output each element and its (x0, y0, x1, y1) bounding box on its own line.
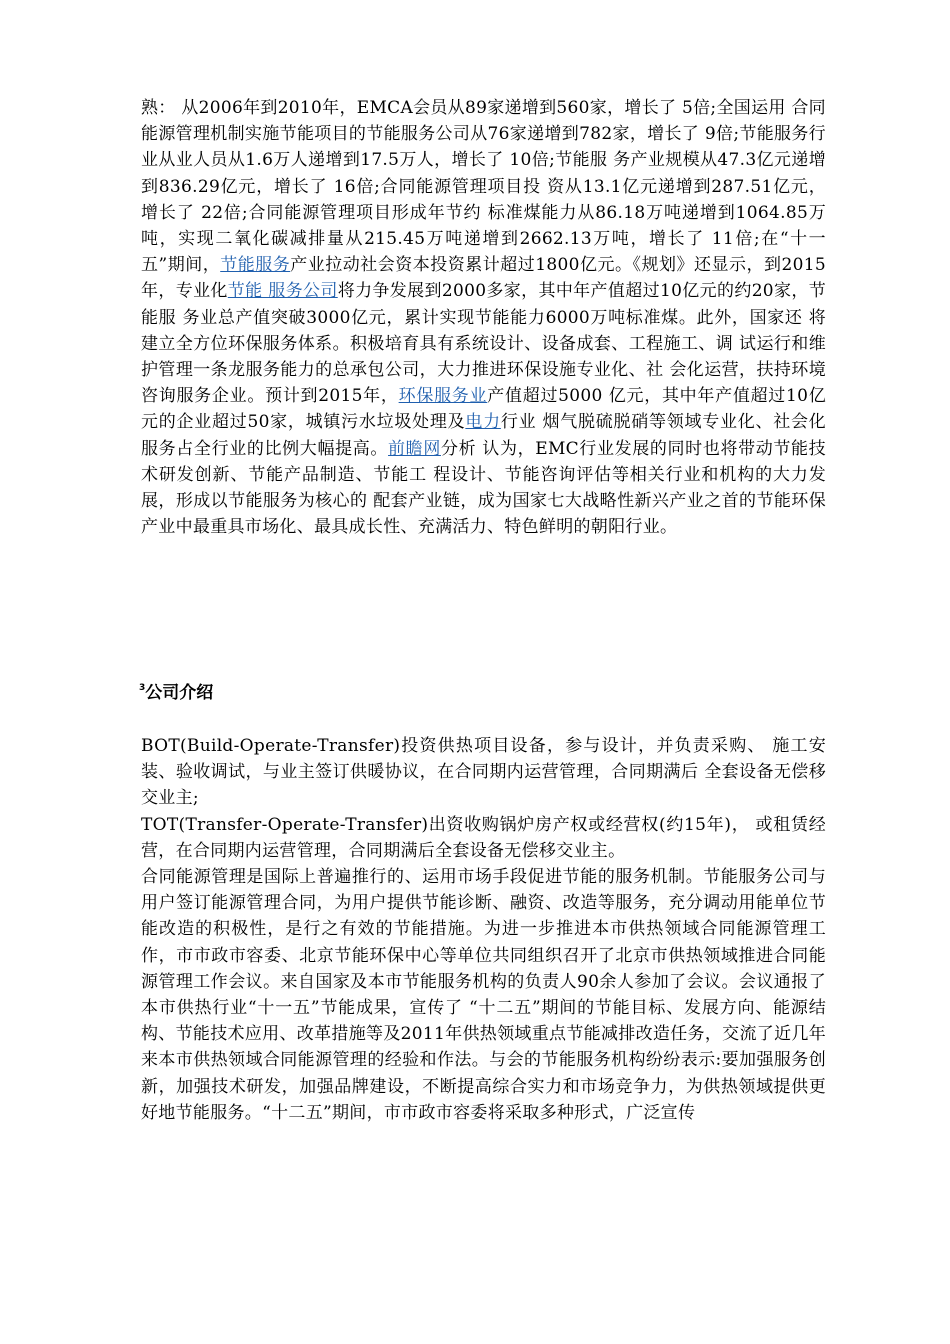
emc-paragraph: 合同能源管理是国际上普遍推行的、运用市场手段促进节能的服务机制。节能服务公司与用户签订能源管理合同，为用户提供节能诊断、融资、改造等服务，充分调动用能单位节能改造的积极性，是行之有效的节能措施。为进一步推进本市供热领域合同能源管理工作，市市政市容委、北京节能环保中心等单位共同组织召开了北京市供热领域推进合同能源管理工作会议。来自国家及本市节能服务机构的负责人90余人参加了会议。会议通报了本市供热行业“十一五”节能成果，宣传了 “十二五”期间的节能目标、发展方向、能源结构、节能技术应用、改革措施等及2011年供热领域重点节能减排改造任务，交流了近几年来本市供热领域合同能源管理的经验和作法。与会的节能服务机构纷纷表示:要加强服务创新，加强技术研发，加强品牌建设，不断提高综合实力和市场竞争力，为供热领域提供更好地节能服务。“十二五”期间，市市政市容委将采取多种形式，广泛宣传 (141, 867, 826, 1123)
paragraph-text: 将力争发展到2000多家，其中年产值超过10亿元的约20家，节能服 务业总产值突破3000亿元，累计实现节能能力6000万吨标准煤。此外，国家还 将建立全方位环保服务体系。积极培育具有系统设计、设备成套、工程施工、调 试运行和维护管理一条龙服务能力的总承包公司，大力推进环保设施专业化、社 会化运营，扶持环境咨询服务企业。预计到2015年， (141, 281, 827, 407)
paragraph-text: 产值超过5000 亿元，其中年产值超过10亿元的企业超过50家，城镇污水垃圾处理及 (141, 386, 826, 433)
market-growth-paragraph (141, 95, 826, 540)
company-intro-paragraph (141, 733, 826, 1126)
link-qianzhan[interactable]: 前瞻网 (388, 438, 441, 459)
section-heading (139, 676, 213, 705)
tot-paragraph: TOT(Transfer-Operate-Transfer)出资收购锅炉房产权或经营权(约15年)， 或租赁经营，在合同期内运营管理，合同期满后全套设备无偿移交业主。 (141, 814, 826, 861)
section-title: 公司介绍 (145, 683, 214, 703)
bot-paragraph: BOT(Build-Operate-Transfer)投资供热项目设备，参与设计，并负责采购、 施工安装、验收调试，与业主签订供暖协议，在合同期内运营管理，合同期满后 全套设备无偿移交业主; (141, 736, 826, 809)
link-environmental-service[interactable]: 环保服务业 (398, 386, 488, 407)
link-energy-service-company[interactable]: 节能 服务公司 (227, 281, 338, 302)
paragraph-text: 产业拉动社会资本投资累计超过1800亿元。《规划》还显示，到2015年，专业化 (141, 255, 826, 302)
link-electric-power[interactable]: 电力 (465, 412, 501, 433)
paragraph-text: 分析 认为，EMC行业发展的同时也将带动节能技术研发创新、节能产品制造、节能工 程设计、节能咨询评估等相关行业和机构的大力发展，形成以节能服务为核心的 配套产业链，成为国家七大战略性新兴产业之首的节能环保产业中最重具市场化、最具成长性、充满活力、特色鲜明的朝阳行业。 (141, 438, 826, 538)
section-number: 3 (139, 683, 146, 693)
paragraph-text: 行业 烟气脱硫脱硝等领域专业化、社会化服务占全行业的比例大幅提高。 (141, 412, 826, 459)
link-energy-service[interactable]: 节能服务 (220, 255, 291, 276)
paragraph-text: 熟： 从2006年到2010年，EMCA会员从89家递增到560家，增长了 5倍;全国运用 合同能源管理机制实施节能项目的节能服务公司从76家递增到782家，增长了 9倍;节能服务行业从业人员从1.6万人递增到17.5万人，增长了 10倍;节能服 务产业规模从47.3亿元递增到836.29亿元，增长了 16倍;合同能源管理项目投 资从13.1亿元递增到287.51亿元，增长了 22倍;合同能源管理项目形成年节约 标准煤能力从86.18万吨递增到1064.85万吨，实现二氧化碳减排量从215.45万吨递增到2662.13万吨，增长了 11倍;在“十一五”期间， (141, 98, 826, 276)
